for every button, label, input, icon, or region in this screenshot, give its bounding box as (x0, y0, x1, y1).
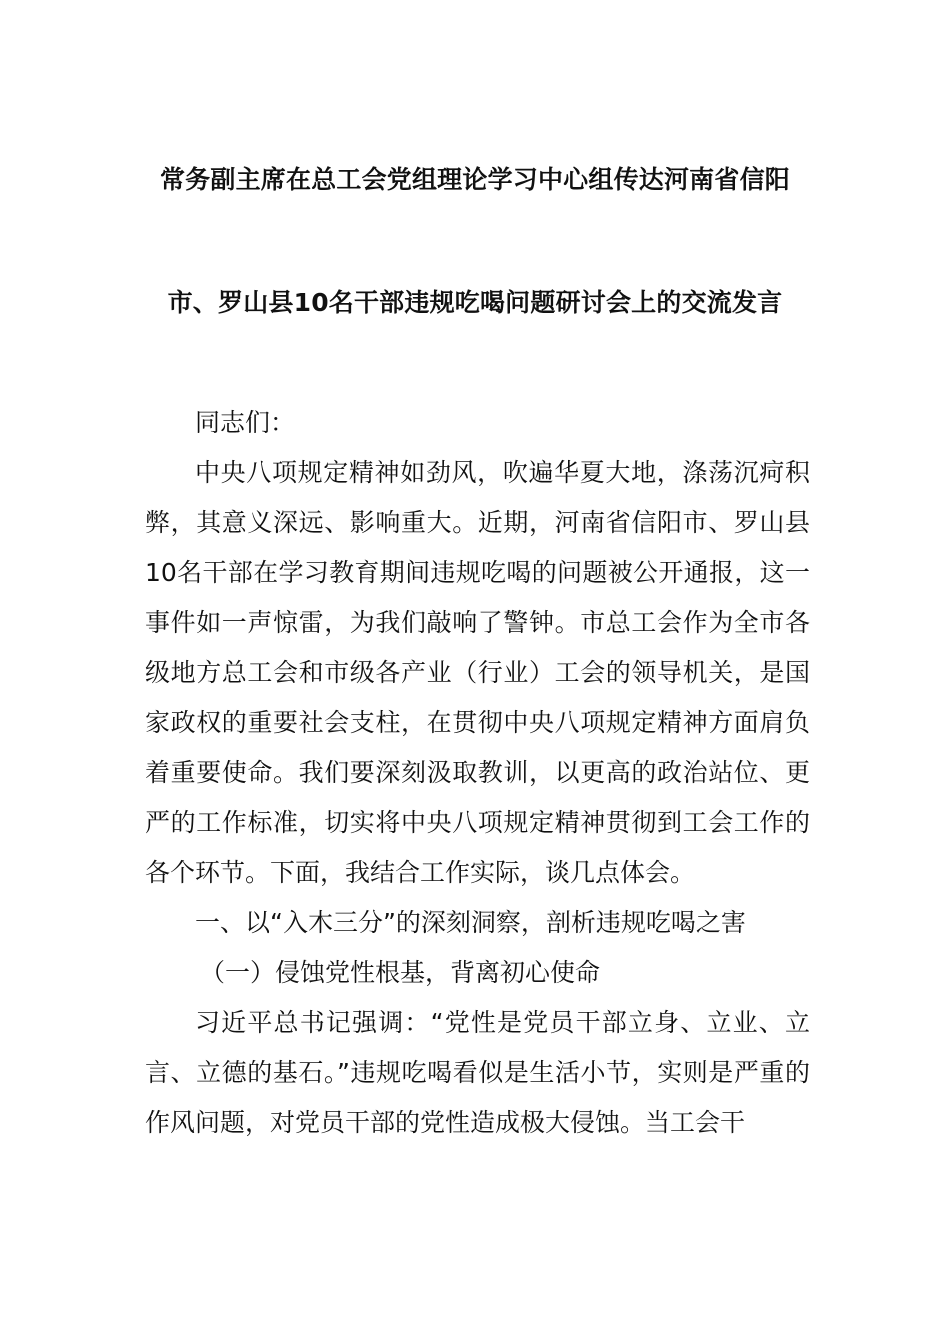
sub-heading: （一）侵蚀党性根基，背离初心使命 (200, 958, 601, 987)
salutation: 同志们： (195, 408, 296, 437)
document-title-line-1: 常务副主席在总工会党组理论学习中心组传达河南省信阳 (159, 165, 790, 194)
body-paragraph: 中央八项规定精神如劲风，吹遍华夏大地，涤荡沉疴积弊，其意义深远、影响重大。近期，河南省信阳市、罗山县10名干部在学习教育期间违规吃喝的问题被公开通报，这一事件如一声惊雷，为我们敲响了警钟。市总工会作为全市各级地方总工会和市级各产业（行业）工会的领导机关，是国家政权的重要社会支柱，在贯彻中央八项规定精神方面肩负着重要使命。我们要深刻汲取教训，以更高的政治站位、更严的工作标准，切实将中央八项规定精神贯彻到工会工作的各个环节。下面，我结合工作实际，谈几点体会。 (145, 458, 810, 887)
body-paragraph-continued: 习近平总书记强调：“党性是党员干部立身、立业、立言、立德的基石。”违规吃喝看似是生活小节，实则是严重的作风问题，对党员干部的党性造成极大侵蚀。当工会干 (145, 1008, 810, 1137)
document-title-line-2: 市、罗山县10名干部违规吃喝问题研讨会上的交流发言 (167, 288, 783, 317)
section-heading: 一、以“入木三分”的深刻洞察，剖析违规吃喝之害 (195, 908, 746, 937)
document-body (145, 398, 810, 1148)
